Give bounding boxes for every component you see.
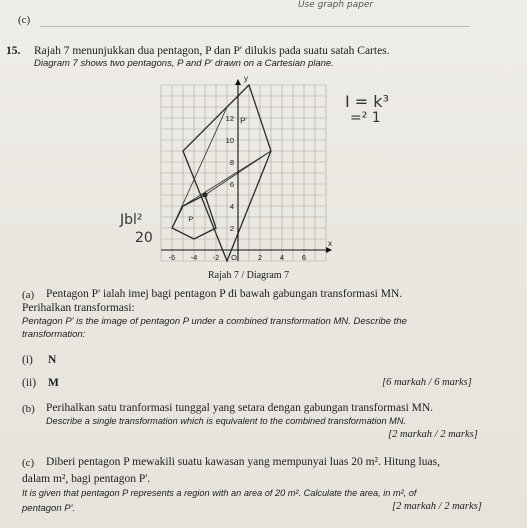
part-b-malay: Perihalkan satu tranformasi tunggal yang setara dengan gabungan transformasi MN. bbox=[46, 402, 434, 414]
graph-labels bbox=[169, 74, 332, 262]
part-a-marks: [6 markah / 6 marks] bbox=[382, 377, 472, 388]
scribble-left-1: Jbl² bbox=[120, 212, 143, 228]
answer-line bbox=[40, 26, 470, 27]
part-a-malay-2: Perihalkan transformasi: bbox=[22, 302, 135, 314]
y-tick-label: 2 bbox=[229, 224, 234, 233]
part-a-i-label: (i) bbox=[22, 354, 33, 366]
x-tick-label: -6 bbox=[168, 253, 176, 262]
label-p-prime: P' bbox=[240, 116, 247, 126]
part-a-label: (a) bbox=[22, 289, 35, 301]
x-tick-label: 6 bbox=[301, 253, 307, 262]
y-axis-label: y bbox=[244, 74, 248, 83]
part-c-english: It is given that pentagon P represents a region with an area of 20 m². Calculate the area, in m², of bbox=[22, 488, 417, 498]
part-a-i-letter: N bbox=[48, 354, 57, 366]
question-stem-english: Diagram 7 shows two pentagons, P and P' drawn on a Cartesian plane. bbox=[34, 58, 334, 69]
scribble-left-2: 20 bbox=[135, 230, 153, 246]
graph-axes bbox=[161, 79, 332, 261]
x-tick-label: 2 bbox=[257, 253, 263, 262]
construction-line bbox=[172, 107, 227, 228]
part-a-malay: Pentagon P' ialah imej bagi pentagon P di bawah gabungan transformasi MN. bbox=[46, 288, 403, 300]
part-c-malay: Diberi pentagon P mewakili suatu kawasan yang mempunyai luas 20 m². Hitung luas, bbox=[46, 456, 440, 468]
y-tick-label: 10 bbox=[225, 136, 234, 145]
x-tick-label: O bbox=[231, 253, 237, 262]
y-tick-label: 4 bbox=[229, 202, 234, 211]
question-stem-malay: Rajah 7 menunjukkan dua pentagon, P dan P' dilukis pada suatu satah Cartes. bbox=[34, 45, 390, 57]
part-a-ii-letter: M bbox=[48, 377, 59, 389]
scribble-right-1: I = k³ bbox=[345, 92, 389, 111]
scribble-right-2: =² 1 bbox=[350, 110, 381, 126]
part-c-english-2: pentagon P'. bbox=[22, 503, 76, 514]
question-number: 15. bbox=[6, 45, 21, 57]
part-a-english: Pentagon P' is the image of pentagon P under a combined transformation MN. Describe the bbox=[22, 316, 407, 327]
part-a-ii-label: (ii) bbox=[22, 377, 37, 389]
x-axis-label: x bbox=[328, 239, 332, 248]
part-c-label: (c) bbox=[22, 457, 35, 469]
previous-part-label: (c) bbox=[18, 14, 31, 26]
x-tick-label: -2 bbox=[212, 253, 220, 262]
cartesian-graph bbox=[160, 72, 335, 270]
y-axis-arrow bbox=[235, 79, 241, 85]
label-p: P bbox=[188, 214, 194, 224]
centre-point bbox=[203, 193, 208, 198]
part-c-malay-2: dalam m², bagi pentagon P'. bbox=[22, 473, 151, 485]
part-b-marks: [2 markah / 2 marks] bbox=[388, 429, 478, 440]
y-tick-label: 6 bbox=[229, 180, 234, 189]
y-tick-label: 12 bbox=[225, 114, 234, 123]
x-tick-label: 4 bbox=[279, 253, 285, 262]
x-tick-label: -4 bbox=[190, 253, 198, 262]
part-c-marks: [2 markah / 2 marks] bbox=[392, 501, 482, 512]
part-a-english-2: transformation: bbox=[22, 329, 86, 340]
handwritten-note: Use graph paper bbox=[298, 0, 374, 10]
part-b-english: Describe a single transformation which is equivalent to the combined transformation MN. bbox=[46, 416, 407, 426]
diagram-caption: Rajah 7 / Diagram 7 bbox=[208, 270, 290, 281]
y-tick-label: 8 bbox=[229, 158, 234, 167]
part-b-label: (b) bbox=[22, 403, 35, 415]
